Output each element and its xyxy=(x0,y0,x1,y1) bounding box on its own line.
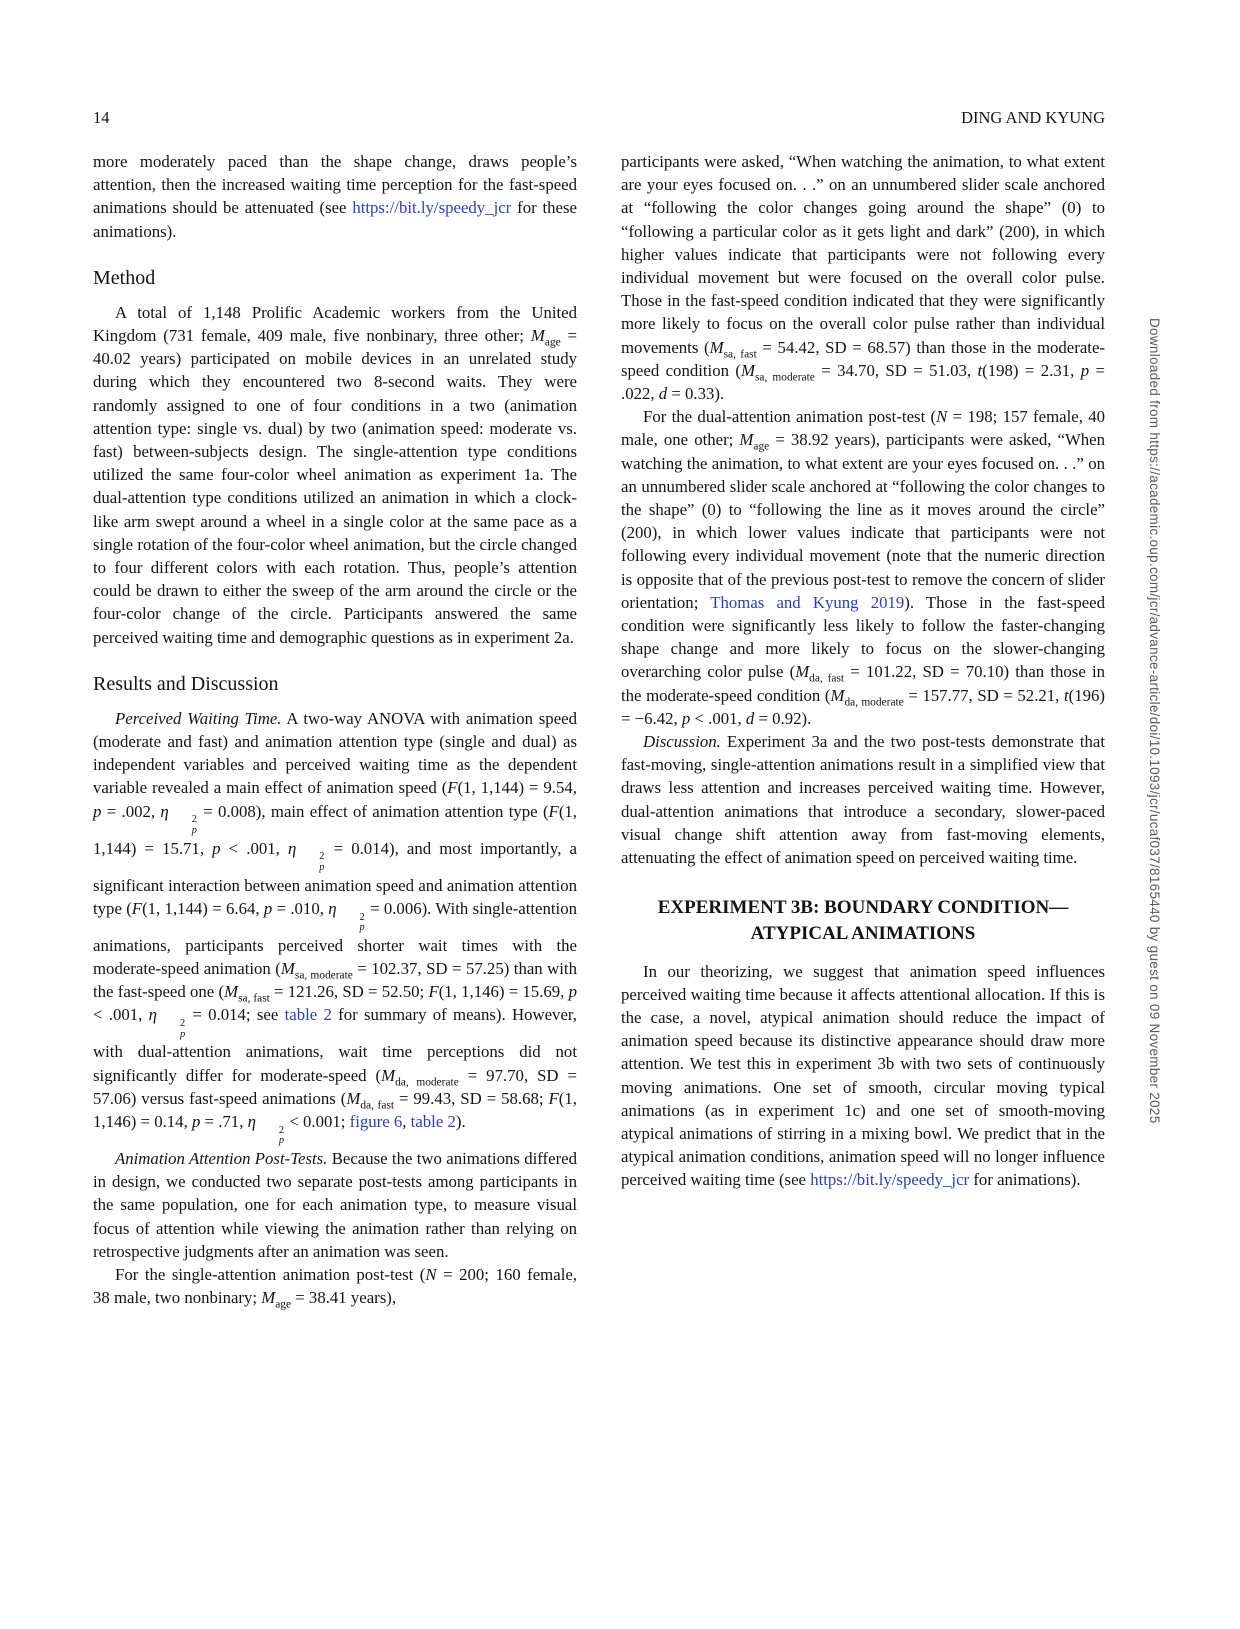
paragraph: more moderately paced than the shape change, draws people’s attention, then the increased waiting time perception for the fast-speed animations should be attenuated (see https://bit.ly/speedy_jcr for these animations). xyxy=(93,152,577,241)
math-symbol: $M_{age}$ xyxy=(530,326,561,349)
inline-link[interactable]: https://bit.ly/speedy_jcr xyxy=(352,198,512,218)
page-header xyxy=(93,108,1105,128)
italic-text: F xyxy=(131,898,143,918)
italic-text: F xyxy=(428,982,439,1002)
italic-text: F xyxy=(548,1088,559,1108)
italic-text: N xyxy=(936,407,948,427)
math-symbol: $M_{da, moderate}$ xyxy=(830,685,904,709)
left-column xyxy=(93,150,577,1309)
eta-squared-symbol: η 2 p xyxy=(148,1005,186,1040)
paragraph: For the dual-attention animation post-test (N = 198; 157 female, 40 male, one other; $M_{age} = 38.92$ years), participants were asked, “When watching the animation, to what extent are your eyes focused on. . .” on an unnumbered slider scale anchored at “following the color changes to the shape” (0) to “following the line as it moves around the circle” (200), in which lower values indicate that participants were not following every individual movement (note that the numeric direction is opposite that of the previous post-test to remove the concern of slider orientation; Thomas and Kyung 2019). Those in the fast-speed condition were significantly less likely to follow the faster-changing shape change and more likely to focus on the slower-changing overarching color pulse ($M_{da, fast} = 101.22$, SD = 70.10) than those in the moderate-speed condition ($M_{da, moderate} = 157.77$, SD = 52.21, t(196) = −6.42, p < .001, d = 0.92). xyxy=(621,407,1106,728)
eta-squared-symbol: η 2 p xyxy=(160,801,197,837)
math-symbol: $M_{sa, moderate}$ xyxy=(740,360,815,384)
italic-text: p xyxy=(263,898,273,918)
right-column xyxy=(621,150,1105,1309)
math-symbol: $M_{age}$ xyxy=(739,430,770,453)
paragraph: A total of 1,148 Prolific Academic workers from the United Kingdom (731 female, 409 male, five nonbinary, three other; $M_{age} = 40.02$ years) participated on mobile devices in an unrelated study during which they encountered two 8-second waits. They were randomly assigned to one of four conditions in a two (animation attention type: single vs. dual) by two (animation speed: moderate vs. fast) between-subjects design. The single-attention type conditions utilized the same four-color wheel animation as experiment 1a. The dual-attention type conditions utilized an animation in which a clock-like arm swept around a wheel in a single color at the same pace as a single rotation of the four-color wheel animation, but the circle changed to four different colors with each rotation. Thus, people’s attention could be drawn to either the sweep of the arm around the circle or the four-color change of the circle. Participants answered the same perceived waiting time and demographic questions as in experiment 2a. xyxy=(93,302,577,647)
italic-text: Perceived Waiting Time. xyxy=(115,708,282,728)
page-number: 14 xyxy=(93,108,110,127)
italic-text: N xyxy=(425,1264,437,1284)
eta-squared-symbol: η 2 p xyxy=(328,898,365,934)
section-heading: Method xyxy=(93,266,156,289)
math-symbol: $M_{da, fast}$ xyxy=(795,662,845,685)
math-symbol: $M_{sa, fast}$ xyxy=(224,982,270,1005)
two-column-body xyxy=(93,150,1105,1309)
italic-text: d xyxy=(658,384,668,404)
inline-link[interactable]: table 2 xyxy=(410,1111,456,1131)
math-symbol: $M_{da, fast}$ xyxy=(346,1088,395,1112)
math-symbol: $M_{sa, moderate}$ xyxy=(280,958,353,982)
eta-squared-symbol: η 2 p xyxy=(247,1111,285,1147)
eta-squared-symbol: η 2 p xyxy=(287,838,325,873)
math-symbol: $M_{sa, fast}$ xyxy=(709,337,757,360)
italic-text: t xyxy=(977,360,983,380)
paragraph: For the single-attention animation post-test (N = 200; 160 female, 38 male, two nonbinary; $M_{age} = 38.41$ years), xyxy=(93,1264,577,1311)
italic-text: p xyxy=(681,708,691,728)
italic-text: Discussion. xyxy=(643,732,721,752)
italic-text: d xyxy=(745,708,755,728)
section-heading: Results and Discussion xyxy=(93,672,279,695)
italic-text: p xyxy=(191,1111,201,1131)
download-watermark: Downloaded from https://academic.oup.com/jcr/advance-article/doi/10.1093/jcr/ucaf037/8165440 by guest on 09 November 2025 xyxy=(1147,318,1162,1124)
inline-link[interactable]: https://bit.ly/speedy_jcr xyxy=(810,1170,970,1190)
inline-link[interactable]: Thomas and Kyung 2019 xyxy=(710,592,905,612)
running-head: DING AND KYUNG xyxy=(961,108,1105,127)
section-heading-centered: EXPERIMENT 3B: BOUNDARY CONDITION—ATYPICAL ANIMATIONS xyxy=(657,897,1069,944)
italic-text: p xyxy=(568,982,578,1002)
paragraph: In our theorizing, we suggest that animation speed influences perceived waiting time because it affects attentional allocation. If this is the case, a novel, atypical animation should reduce the impact of animation speed because its distinctive appearance should draw more attention. We test this in experiment 3b with two sets of continuously moving animations. One set of smooth, circular moving typical animations (as in experiment 1c) and one set of smooth-moving atypical animations of stirring in a mixing bowl. We predict that in the atypical animation conditions, animation speed will no longer influence perceived waiting time (see https://bit.ly/speedy_jcr for animations). xyxy=(621,961,1105,1190)
paragraph: Animation Attention Post-Tests. Because the two animations differed in design, we conducted two separate post-tests among participants in the same population, one for each animation type, to measure visual focus of attention while viewing the animation rather than relying on retrospective judgments after an animation was seen. xyxy=(93,1148,578,1261)
italic-text: p xyxy=(1080,360,1090,380)
italic-text: t xyxy=(1063,685,1069,705)
italic-text: F xyxy=(447,778,458,798)
italic-text: F xyxy=(548,801,559,821)
inline-link[interactable]: figure 6 xyxy=(349,1111,403,1131)
inline-link[interactable]: table 2 xyxy=(284,1005,332,1025)
paragraph: Discussion. Experiment 3a and the two post-tests demonstrate that fast-moving, single-attention animations result in a simplified view that draws less attention and increases perceived waiting time. However, dual-attention animations that introduce a secondary, slower-paced visual change shift attention away from fast-moving elements, attenuating the effect of animation speed on perceived waiting time. xyxy=(621,732,1105,868)
italic-text: p xyxy=(93,801,102,821)
paragraph: participants were asked, “When watching the animation, to what extent are your eyes focused on. . .” on an unnumbered slider scale anchored at “following the color changes going around the shape” (0) to “following a particular color as it gets light and dark” (200), in which higher values indicate that participants were not following every individual movement but were focused on the overall color pulse. Those in the fast-speed condition indicated that they were significantly more likely to focus on the overall color pulse rather than individual movements ($M_{sa, fast} = 54.42$, SD = 68.57) than those in the moderate-speed condition ($M_{sa, moderate} = 34.70$, SD = 51.03, t(198) = 2.31, p = .022, d = 0.33). xyxy=(621,152,1105,404)
italic-text: Animation Attention Post-Tests. xyxy=(115,1148,328,1168)
math-symbol: $M_{da, moderate}$ xyxy=(381,1065,459,1088)
math-symbol: $M_{age}$ xyxy=(261,1288,292,1311)
italic-text: p xyxy=(212,838,221,858)
paragraph: Perceived Waiting Time. A two-way ANOVA with animation speed (moderate and fast) and animation attention type (single and dual) as independent variables and perceived waiting time as the dependent variable revealed a main effect of animation speed (F(1, 1,144) = 9.54, p = .002, η 2 p = 0.008), main effect of animation attention type (F(1, 1,144) = 15.71, p < .001, η 2 p = 0.014), and most importantly, a significant interaction between animation speed and animation attention type (F(1, 1,144) = 6.64, p = .010, η 2 p = 0.006). With single-attention animations, participants perceived shorter wait times with the moderate-speed animation ($M_{sa, moderate} = 102.37$, SD = 57.25) than with the fast-speed one ($M_{sa, fast} = 121.26$, SD = 52.50; F(1, 1,146) = 15.69, p < .001, η 2 p = 0.014; see table 2 for summary of means). However, with dual-attention animations, wait time perceptions did not significantly differ for moderate-speed ($M_{da, moderate} = 97.70$, SD = 57.06) versus fast-speed animations ($M_{da, fast} = 99.43$, SD = 58.68; F(1, 1,146) = 0.14, p = .71, η 2 p < 0.001; figure 6, table 2). xyxy=(93,708,578,1147)
